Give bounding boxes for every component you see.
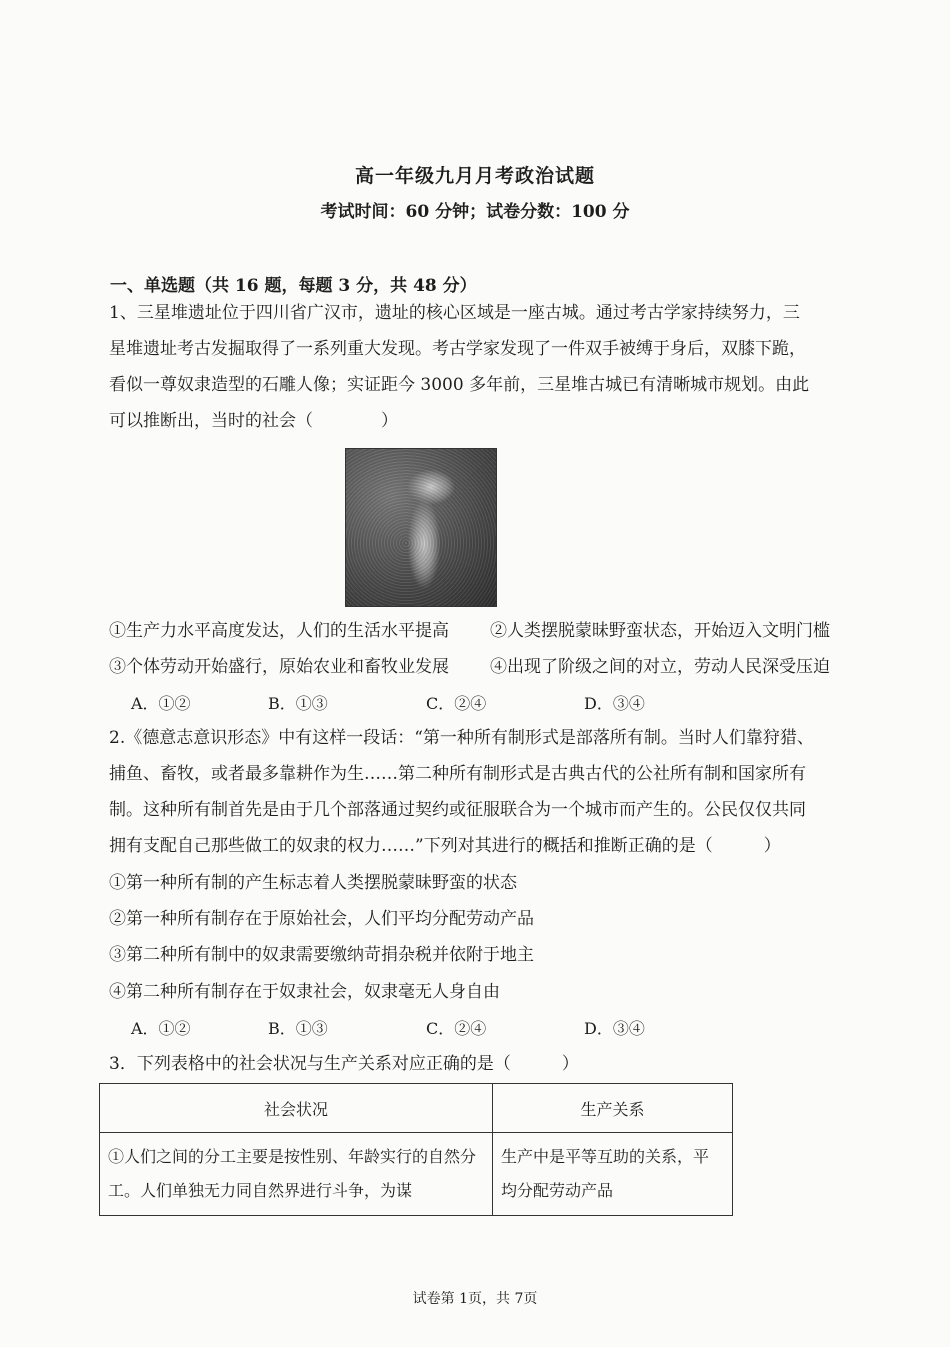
table-header-row [100,1084,733,1133]
q2-stem-line: 拥有支配自己那些做工的奴隶的权力……”下列对其进行的概括和推断正确的是（ ） [109,836,781,856]
q1-statement: ③个体劳动开始盛行，原始农业和畜牧业发展 [109,657,449,677]
q2-stem-line: 制。这种所有制首先是由于几个部落通过契约或征服联合为一个城市而产生的。公民仅仅共同 [109,800,806,820]
table-row [100,1133,733,1216]
q1-stem-line: 可以推断出，当时的社会（ ） [109,411,398,431]
page-footer: 试卷第 1页，共 7页 [412,1291,538,1307]
q1-stem-line: 星堆遗址考古发掘取得了一系列重大发现。考古学家发现了一件双手被缚于身后，双膝下跪， [109,339,806,359]
table-header-relation: 生产关系 [493,1084,733,1133]
q1-stem-line: 看似一尊奴隶造型的石雕人像；实证距今 3000 多年前，三星堆古城已有清晰城市规划。由此 [109,375,810,395]
q2-stem-line: 捕鱼、畜牧，或者最多靠耕作为生……第二种所有制形式是古典古代的公社所有制和国家所有 [109,764,806,784]
q3-stem: 3．下列表格中的社会状况与生产关系对应正确的是（ ） [109,1054,579,1074]
q2-statement: ③第二种所有制中的奴隶需要缴纳苛捐杂税并依附于地主 [109,945,534,965]
q2-choice-c[interactable]: C．②④ [426,1019,487,1038]
q1-statement: ④出现了阶级之间的对立，劳动人民深受压迫 [490,657,830,677]
q1-choice-c[interactable]: C．②④ [426,694,487,713]
q2-statement: ④第二种所有制存在于奴隶社会，奴隶毫无人身自由 [109,982,500,1002]
table-cell-condition: ①人们之间的分工主要是按性别、年龄实行的自然分工。人们单独无力同自然界进行斗争，为谋 [100,1133,493,1216]
q1-choice-b[interactable]: B．①③ [268,694,328,713]
q1-choice-d[interactable]: D．③④ [584,694,645,713]
q2-choice-d[interactable]: D．③④ [584,1019,645,1038]
table-cell-relation: 生产中是平等互助的关系，平均分配劳动产品 [493,1133,733,1216]
page-title: 高一年级九月月考政治试题 [354,165,595,187]
exam-info: 考试时间：60 分钟；试卷分数：100 分 [320,202,630,222]
q3-table [99,1083,733,1216]
q1-statement: ①生产力水平高度发达，人们的生活水平提高 [109,621,449,641]
q1-choice-a[interactable]: A．①② [131,694,191,713]
q2-choice-b[interactable]: B．①③ [268,1019,328,1038]
table-header-condition: 社会状况 [100,1084,493,1133]
q1-statement: ②人类摆脱蒙昧野蛮状态，开始迈入文明门槛 [490,621,830,641]
kneeling-statue-photo [345,448,497,607]
q2-choice-a[interactable]: A．①② [131,1019,191,1038]
section-heading: 一、单选题（共 16 题，每题 3 分，共 48 分） [110,276,477,296]
q2-statement: ①第一种所有制的产生标志着人类摆脱蒙昧野蛮的状态 [109,873,517,893]
q1-stem-line: 1、三星堆遗址位于四川省广汉市，遗址的核心区域是一座古城。通过考古学家持续努力，三 [109,303,800,323]
q2-statement: ②第一种所有制存在于原始社会，人们平均分配劳动产品 [109,909,534,929]
q2-stem-line: 2.《德意志意识形态》中有这样一段话：“第一种所有制形式是部落所有制。当时人们靠狩猎、 [109,728,814,748]
